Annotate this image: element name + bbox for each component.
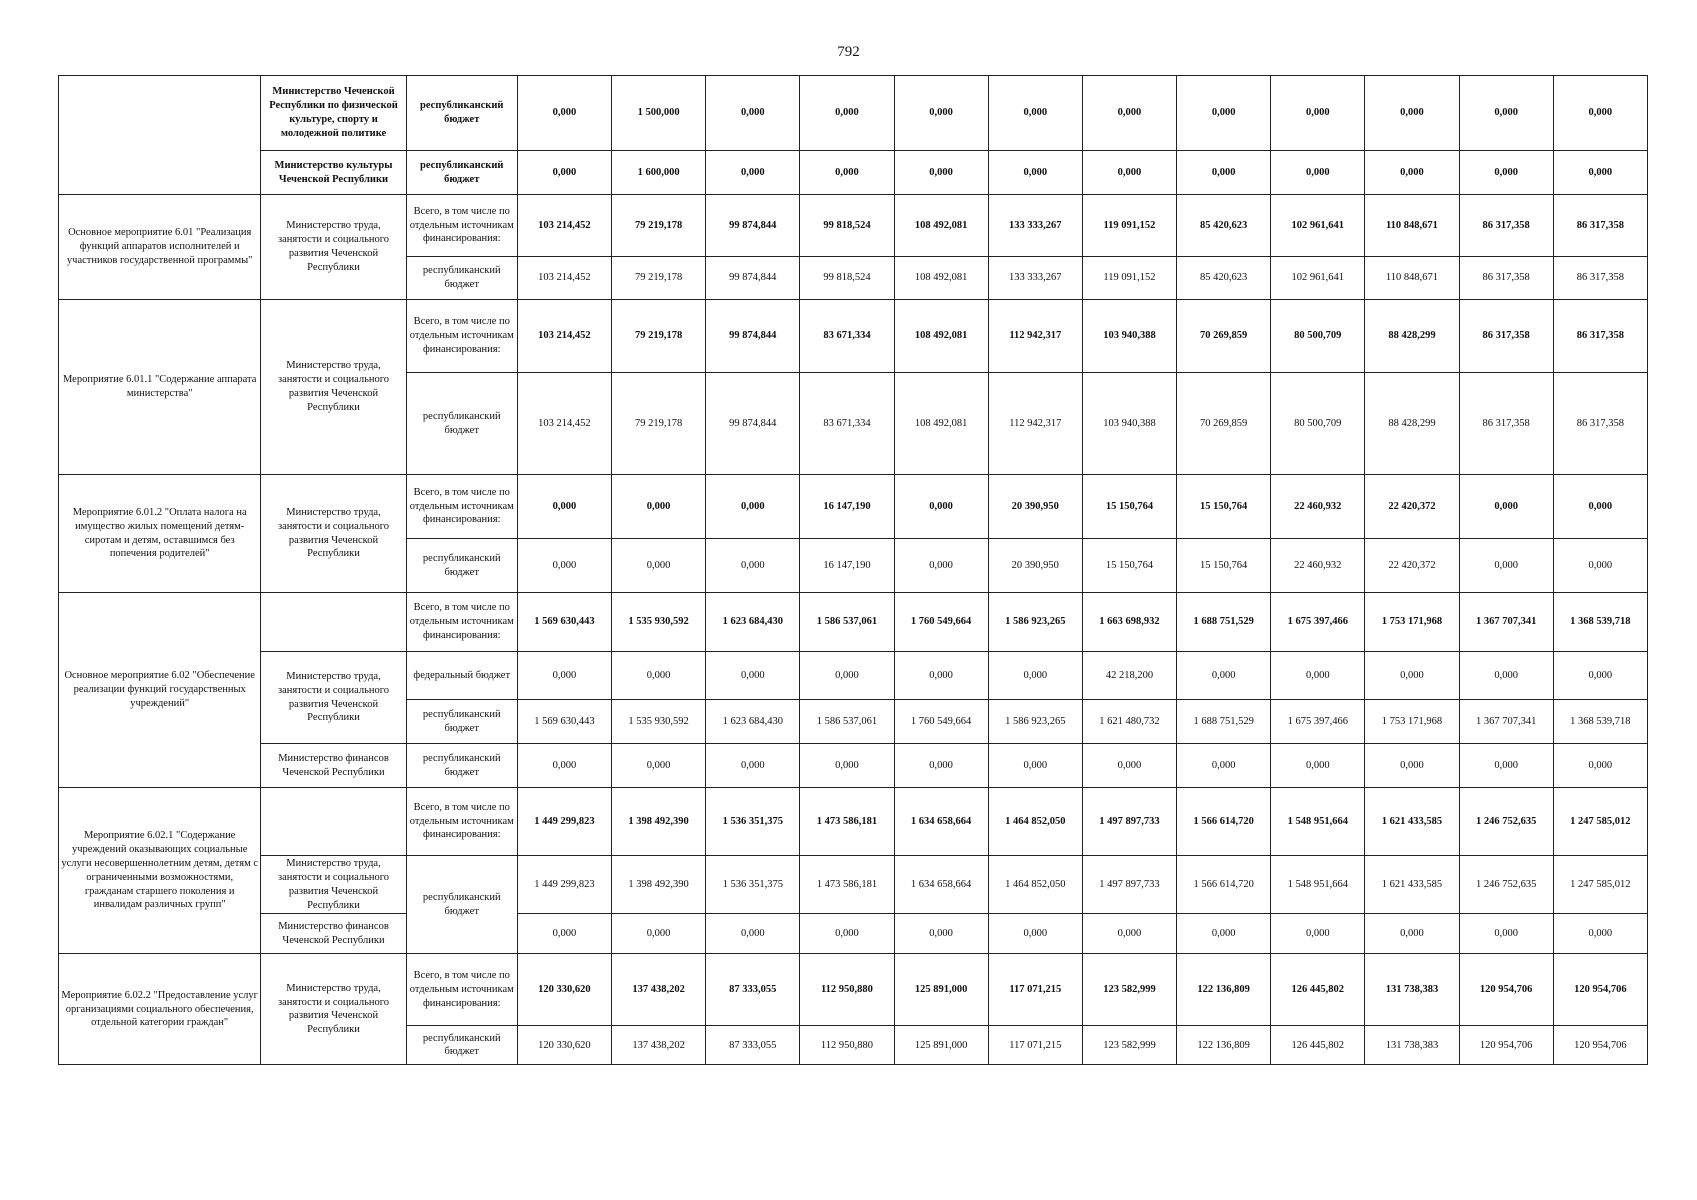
amount-cell: 0,000 xyxy=(706,475,800,539)
amount-cell: 1 449 299,823 xyxy=(517,856,611,914)
amount-cell: 120 954,706 xyxy=(1459,1026,1553,1065)
amount-cell: 15 150,764 xyxy=(1177,539,1271,593)
amount-cell: 110 848,671 xyxy=(1365,195,1459,257)
amount-cell: 80 500,709 xyxy=(1271,373,1365,475)
amount-cell: 1 621 433,585 xyxy=(1365,788,1459,856)
amount-cell: 20 390,950 xyxy=(988,475,1082,539)
amount-cell: 125 891,000 xyxy=(894,1026,988,1065)
executor-cell: Министерство труда, занятости и социального развития Чеченской Республики xyxy=(261,856,406,914)
amount-cell: 0,000 xyxy=(612,744,706,788)
amount-cell: 1 246 752,635 xyxy=(1459,856,1553,914)
amount-cell: 102 961,641 xyxy=(1271,257,1365,300)
funding-source-cell: Всего, в том числе по отдельным источникам финансирования: xyxy=(406,195,517,257)
amount-cell: 112 942,317 xyxy=(988,373,1082,475)
funding-source-cell: Всего, в том числе по отдельным источникам финансирования: xyxy=(406,788,517,856)
amount-cell: 1 688 751,529 xyxy=(1177,593,1271,652)
amount-cell: 1 634 658,664 xyxy=(894,788,988,856)
amount-cell: 0,000 xyxy=(800,744,894,788)
amount-cell: 86 317,358 xyxy=(1553,373,1647,475)
amount-cell: 0,000 xyxy=(1177,744,1271,788)
funding-source-cell: республиканский бюджет xyxy=(406,744,517,788)
amount-cell: 0,000 xyxy=(517,652,611,700)
amount-cell: 0,000 xyxy=(1459,151,1553,195)
amount-cell: 108 492,081 xyxy=(894,373,988,475)
executor-cell: Министерство труда, занятости и социального развития Чеченской Республики xyxy=(261,954,406,1065)
amount-cell: 0,000 xyxy=(517,539,611,593)
amount-cell: 86 317,358 xyxy=(1553,257,1647,300)
amount-cell: 126 445,802 xyxy=(1271,1026,1365,1065)
amount-cell: 99 818,524 xyxy=(800,257,894,300)
amount-cell: 1 688 751,529 xyxy=(1177,700,1271,744)
amount-cell: 0,000 xyxy=(517,914,611,954)
amount-cell: 137 438,202 xyxy=(612,954,706,1026)
amount-cell: 1 760 549,664 xyxy=(894,700,988,744)
amount-cell: 0,000 xyxy=(517,744,611,788)
amount-cell: 22 460,932 xyxy=(1271,539,1365,593)
executor-cell xyxy=(261,593,406,652)
amount-cell: 1 535 930,592 xyxy=(612,700,706,744)
amount-cell: 119 091,152 xyxy=(1082,257,1176,300)
amount-cell: 1 566 614,720 xyxy=(1177,788,1271,856)
table-row xyxy=(59,744,1648,788)
amount-cell: 1 464 852,050 xyxy=(988,788,1082,856)
amount-cell: 22 420,372 xyxy=(1365,475,1459,539)
amount-cell: 0,000 xyxy=(706,539,800,593)
amount-cell: 0,000 xyxy=(1553,151,1647,195)
amount-cell: 0,000 xyxy=(1082,744,1176,788)
amount-cell: 0,000 xyxy=(612,652,706,700)
amount-cell: 20 390,950 xyxy=(988,539,1082,593)
amount-cell: 112 950,880 xyxy=(800,954,894,1026)
amount-cell: 1 760 549,664 xyxy=(894,593,988,652)
table-row xyxy=(59,151,1648,195)
amount-cell: 0,000 xyxy=(894,475,988,539)
funding-source-cell: республиканский бюджет xyxy=(406,700,517,744)
amount-cell: 86 317,358 xyxy=(1459,195,1553,257)
amount-cell: 1 497 897,733 xyxy=(1082,788,1176,856)
funding-source-cell: республиканский бюджет xyxy=(406,151,517,195)
amount-cell: 1 548 951,664 xyxy=(1271,788,1365,856)
table-row xyxy=(59,856,1648,914)
amount-cell: 0,000 xyxy=(1365,76,1459,151)
executor-cell: Министерство финансов Чеченской Республики xyxy=(261,744,406,788)
amount-cell: 1 753 171,968 xyxy=(1365,593,1459,652)
amount-cell: 0,000 xyxy=(800,652,894,700)
amount-cell: 0,000 xyxy=(706,744,800,788)
amount-cell: 1 246 752,635 xyxy=(1459,788,1553,856)
amount-cell: 0,000 xyxy=(988,76,1082,151)
amount-cell: 1 368 539,718 xyxy=(1553,593,1647,652)
amount-cell: 87 333,055 xyxy=(706,954,800,1026)
amount-cell: 1 569 630,443 xyxy=(517,593,611,652)
amount-cell: 1 247 585,012 xyxy=(1553,856,1647,914)
amount-cell: 120 954,706 xyxy=(1553,954,1647,1026)
amount-cell: 103 214,452 xyxy=(517,257,611,300)
amount-cell: 0,000 xyxy=(894,914,988,954)
amount-cell: 0,000 xyxy=(800,76,894,151)
amount-cell: 0,000 xyxy=(894,151,988,195)
amount-cell: 119 091,152 xyxy=(1082,195,1176,257)
amount-cell: 108 492,081 xyxy=(894,300,988,373)
table-row xyxy=(59,195,1648,257)
amount-cell: 0,000 xyxy=(1553,652,1647,700)
amount-cell: 88 428,299 xyxy=(1365,373,1459,475)
amount-cell: 0,000 xyxy=(800,914,894,954)
amount-cell: 0,000 xyxy=(894,652,988,700)
executor-cell: Министерство труда, занятости и социального развития Чеченской Республики xyxy=(261,475,406,593)
amount-cell: 1 623 684,430 xyxy=(706,700,800,744)
funding-source-cell: республиканский бюджет xyxy=(406,373,517,475)
amount-cell: 16 147,190 xyxy=(800,539,894,593)
amount-cell: 1 247 585,012 xyxy=(1553,788,1647,856)
page-number: 792 xyxy=(837,44,860,60)
amount-cell: 0,000 xyxy=(1365,744,1459,788)
amount-cell: 1 634 658,664 xyxy=(894,856,988,914)
amount-cell: 0,000 xyxy=(1271,76,1365,151)
amount-cell: 86 317,358 xyxy=(1459,373,1553,475)
amount-cell: 80 500,709 xyxy=(1271,300,1365,373)
amount-cell: 1 464 852,050 xyxy=(988,856,1082,914)
amount-cell: 0,000 xyxy=(1553,914,1647,954)
amount-cell: 103 214,452 xyxy=(517,195,611,257)
table-row xyxy=(59,914,1648,954)
amount-cell: 0,000 xyxy=(1177,76,1271,151)
amount-cell: 0,000 xyxy=(988,151,1082,195)
amount-cell: 1 500,000 xyxy=(612,76,706,151)
amount-cell: 85 420,623 xyxy=(1177,195,1271,257)
funding-source-cell: республиканский бюджет xyxy=(406,856,517,954)
amount-cell: 1 473 586,181 xyxy=(800,856,894,914)
amount-cell: 86 317,358 xyxy=(1459,300,1553,373)
amount-cell: 0,000 xyxy=(894,76,988,151)
amount-cell: 117 071,215 xyxy=(988,1026,1082,1065)
amount-cell: 0,000 xyxy=(1365,914,1459,954)
amount-cell: 1 367 707,341 xyxy=(1459,593,1553,652)
amount-cell: 0,000 xyxy=(1459,744,1553,788)
amount-cell: 87 333,055 xyxy=(706,1026,800,1065)
amount-cell: 103 214,452 xyxy=(517,300,611,373)
amount-cell: 133 333,267 xyxy=(988,195,1082,257)
amount-cell: 0,000 xyxy=(1271,744,1365,788)
amount-cell: 15 150,764 xyxy=(1082,475,1176,539)
amount-cell: 112 942,317 xyxy=(988,300,1082,373)
amount-cell: 0,000 xyxy=(1365,652,1459,700)
amount-cell: 1 548 951,664 xyxy=(1271,856,1365,914)
amount-cell: 0,000 xyxy=(894,539,988,593)
amount-cell: 1 621 480,732 xyxy=(1082,700,1176,744)
amount-cell: 123 582,999 xyxy=(1082,954,1176,1026)
amount-cell: 122 136,809 xyxy=(1177,1026,1271,1065)
amount-cell: 108 492,081 xyxy=(894,195,988,257)
executor-cell: Министерство культуры Чеченской Республики xyxy=(261,151,406,195)
amount-cell: 0,000 xyxy=(612,475,706,539)
amount-cell: 15 150,764 xyxy=(1082,539,1176,593)
program-name-cell: Мероприятие 6.02.1 "Содержание учреждений оказывающих социальные услуги несовершеннолетним детям, детям с ограниченными возможностями, гражданам старшего поколения и инвалидам различных групп" xyxy=(59,788,261,954)
executor-cell: Министерство труда, занятости и социального развития Чеченской Республики xyxy=(261,300,406,475)
amount-cell: 0,000 xyxy=(1459,76,1553,151)
executor-cell: Министерство Чеченской Республики по физической культуре, спорту и молодежной политике xyxy=(261,76,406,151)
amount-cell: 99 874,844 xyxy=(706,257,800,300)
amount-cell: 83 671,334 xyxy=(800,300,894,373)
amount-cell: 79 219,178 xyxy=(612,373,706,475)
amount-cell: 117 071,215 xyxy=(988,954,1082,1026)
amount-cell: 0,000 xyxy=(706,652,800,700)
budget-table xyxy=(58,75,1648,1065)
funding-source-cell: республиканский бюджет xyxy=(406,539,517,593)
amount-cell: 79 219,178 xyxy=(612,195,706,257)
amount-cell: 99 818,524 xyxy=(800,195,894,257)
amount-cell: 22 460,932 xyxy=(1271,475,1365,539)
amount-cell: 0,000 xyxy=(1271,151,1365,195)
amount-cell: 1 367 707,341 xyxy=(1459,700,1553,744)
amount-cell: 1 473 586,181 xyxy=(800,788,894,856)
amount-cell: 126 445,802 xyxy=(1271,954,1365,1026)
amount-cell: 1 753 171,968 xyxy=(1365,700,1459,744)
amount-cell: 99 874,844 xyxy=(706,373,800,475)
amount-cell: 0,000 xyxy=(800,151,894,195)
amount-cell: 79 219,178 xyxy=(612,300,706,373)
amount-cell: 1 535 930,592 xyxy=(612,593,706,652)
executor-cell: Министерство труда, занятости и социального развития Чеченской Республики xyxy=(261,195,406,300)
amount-cell: 0,000 xyxy=(988,744,1082,788)
amount-cell: 86 317,358 xyxy=(1553,300,1647,373)
amount-cell: 0,000 xyxy=(1459,652,1553,700)
table-row xyxy=(59,954,1648,1026)
amount-cell: 131 738,383 xyxy=(1365,1026,1459,1065)
amount-cell: 0,000 xyxy=(1177,652,1271,700)
amount-cell: 1 675 397,466 xyxy=(1271,593,1365,652)
amount-cell: 0,000 xyxy=(1082,76,1176,151)
amount-cell: 0,000 xyxy=(706,151,800,195)
amount-cell: 0,000 xyxy=(706,914,800,954)
program-name-cell: Основное мероприятие 6.02 "Обеспечение реализации функций государственных учреждений" xyxy=(59,593,261,788)
amount-cell: 83 671,334 xyxy=(800,373,894,475)
amount-cell: 1 368 539,718 xyxy=(1553,700,1647,744)
amount-cell: 0,000 xyxy=(1177,914,1271,954)
funding-source-cell: Всего, в том числе по отдельным источникам финансирования: xyxy=(406,593,517,652)
amount-cell: 1 398 492,390 xyxy=(612,856,706,914)
amount-cell: 120 954,706 xyxy=(1459,954,1553,1026)
table-row xyxy=(59,652,1648,700)
amount-cell: 1 536 351,375 xyxy=(706,856,800,914)
amount-cell: 99 874,844 xyxy=(706,300,800,373)
executor-cell: Министерство труда, занятости и социального развития Чеченской Республики xyxy=(261,652,406,744)
amount-cell: 120 330,620 xyxy=(517,954,611,1026)
amount-cell: 131 738,383 xyxy=(1365,954,1459,1026)
amount-cell: 0,000 xyxy=(706,76,800,151)
amount-cell: 0,000 xyxy=(988,914,1082,954)
amount-cell: 1 586 537,061 xyxy=(800,700,894,744)
amount-cell: 70 269,859 xyxy=(1177,373,1271,475)
amount-cell: 0,000 xyxy=(1553,76,1647,151)
amount-cell: 0,000 xyxy=(1553,539,1647,593)
amount-cell: 0,000 xyxy=(1553,744,1647,788)
amount-cell: 123 582,999 xyxy=(1082,1026,1176,1065)
amount-cell: 0,000 xyxy=(1459,539,1553,593)
amount-cell: 88 428,299 xyxy=(1365,300,1459,373)
amount-cell: 0,000 xyxy=(517,76,611,151)
amount-cell: 1 621 433,585 xyxy=(1365,856,1459,914)
table-row xyxy=(59,475,1648,539)
amount-cell: 1 566 614,720 xyxy=(1177,856,1271,914)
amount-cell: 133 333,267 xyxy=(988,257,1082,300)
amount-cell: 1 600,000 xyxy=(612,151,706,195)
amount-cell: 108 492,081 xyxy=(894,257,988,300)
amount-cell: 0,000 xyxy=(988,652,1082,700)
amount-cell: 1 569 630,443 xyxy=(517,700,611,744)
table-row xyxy=(59,593,1648,652)
amount-cell: 1 398 492,390 xyxy=(612,788,706,856)
program-name-cell: Основное мероприятие 6.01 "Реализация функций аппаратов исполнителей и участников государственной программы" xyxy=(59,195,261,300)
amount-cell: 1 675 397,466 xyxy=(1271,700,1365,744)
amount-cell: 1 586 923,265 xyxy=(988,593,1082,652)
funding-source-cell: республиканский бюджет xyxy=(406,257,517,300)
amount-cell: 85 420,623 xyxy=(1177,257,1271,300)
amount-cell: 122 136,809 xyxy=(1177,954,1271,1026)
amount-cell: 1 497 897,733 xyxy=(1082,856,1176,914)
amount-cell: 70 269,859 xyxy=(1177,300,1271,373)
amount-cell: 42 218,200 xyxy=(1082,652,1176,700)
amount-cell: 0,000 xyxy=(612,914,706,954)
funding-source-cell: республиканский бюджет xyxy=(406,76,517,151)
amount-cell: 103 940,388 xyxy=(1082,373,1176,475)
amount-cell: 137 438,202 xyxy=(612,1026,706,1065)
amount-cell: 120 954,706 xyxy=(1553,1026,1647,1065)
program-name-cell: Мероприятие 6.01.2 "Оплата налога на имущество жилых помещений детям-сиротам и детям, оставшимся без попечения родителей" xyxy=(59,475,261,593)
amount-cell: 0,000 xyxy=(894,744,988,788)
amount-cell: 0,000 xyxy=(517,475,611,539)
amount-cell: 120 330,620 xyxy=(517,1026,611,1065)
amount-cell: 112 950,880 xyxy=(800,1026,894,1065)
program-name-cell: Мероприятие 6.01.1 "Содержание аппарата министерства" xyxy=(59,300,261,475)
amount-cell: 125 891,000 xyxy=(894,954,988,1026)
amount-cell: 0,000 xyxy=(1365,151,1459,195)
amount-cell: 79 219,178 xyxy=(612,257,706,300)
amount-cell: 0,000 xyxy=(1082,914,1176,954)
amount-cell: 16 147,190 xyxy=(800,475,894,539)
funding-source-cell: Всего, в том числе по отдельным источникам финансирования: xyxy=(406,954,517,1026)
amount-cell: 103 940,388 xyxy=(1082,300,1176,373)
amount-cell: 15 150,764 xyxy=(1177,475,1271,539)
program-name-cell: Мероприятие 6.02.2 "Предоставление услуг организациями социального обеспечения, отдельной категории граждан" xyxy=(59,954,261,1065)
amount-cell: 0,000 xyxy=(1271,652,1365,700)
amount-cell: 1 449 299,823 xyxy=(517,788,611,856)
amount-cell: 0,000 xyxy=(1082,151,1176,195)
amount-cell: 1 663 698,932 xyxy=(1082,593,1176,652)
amount-cell: 1 586 537,061 xyxy=(800,593,894,652)
amount-cell: 0,000 xyxy=(1459,475,1553,539)
amount-cell: 0,000 xyxy=(1553,475,1647,539)
amount-cell: 1 536 351,375 xyxy=(706,788,800,856)
amount-cell: 0,000 xyxy=(1271,914,1365,954)
amount-cell: 110 848,671 xyxy=(1365,257,1459,300)
amount-cell: 86 317,358 xyxy=(1459,257,1553,300)
amount-cell: 102 961,641 xyxy=(1271,195,1365,257)
funding-source-cell: федеральный бюджет xyxy=(406,652,517,700)
executor-cell: Министерство финансов Чеченской Республики xyxy=(261,914,406,954)
program-name-cell xyxy=(59,76,261,195)
amount-cell: 0,000 xyxy=(612,539,706,593)
amount-cell: 0,000 xyxy=(517,151,611,195)
amount-cell: 86 317,358 xyxy=(1553,195,1647,257)
funding-source-cell: республиканский бюджет xyxy=(406,1026,517,1065)
amount-cell: 1 623 684,430 xyxy=(706,593,800,652)
funding-source-cell: Всего, в том числе по отдельным источникам финансирования: xyxy=(406,475,517,539)
amount-cell: 0,000 xyxy=(1459,914,1553,954)
table-row xyxy=(59,300,1648,373)
amount-cell: 22 420,372 xyxy=(1365,539,1459,593)
amount-cell: 0,000 xyxy=(1177,151,1271,195)
amount-cell: 99 874,844 xyxy=(706,195,800,257)
amount-cell: 1 586 923,265 xyxy=(988,700,1082,744)
executor-cell xyxy=(261,788,406,856)
amount-cell: 103 214,452 xyxy=(517,373,611,475)
funding-source-cell: Всего, в том числе по отдельным источникам финансирования: xyxy=(406,300,517,373)
table-row xyxy=(59,76,1648,151)
table-row xyxy=(59,788,1648,856)
